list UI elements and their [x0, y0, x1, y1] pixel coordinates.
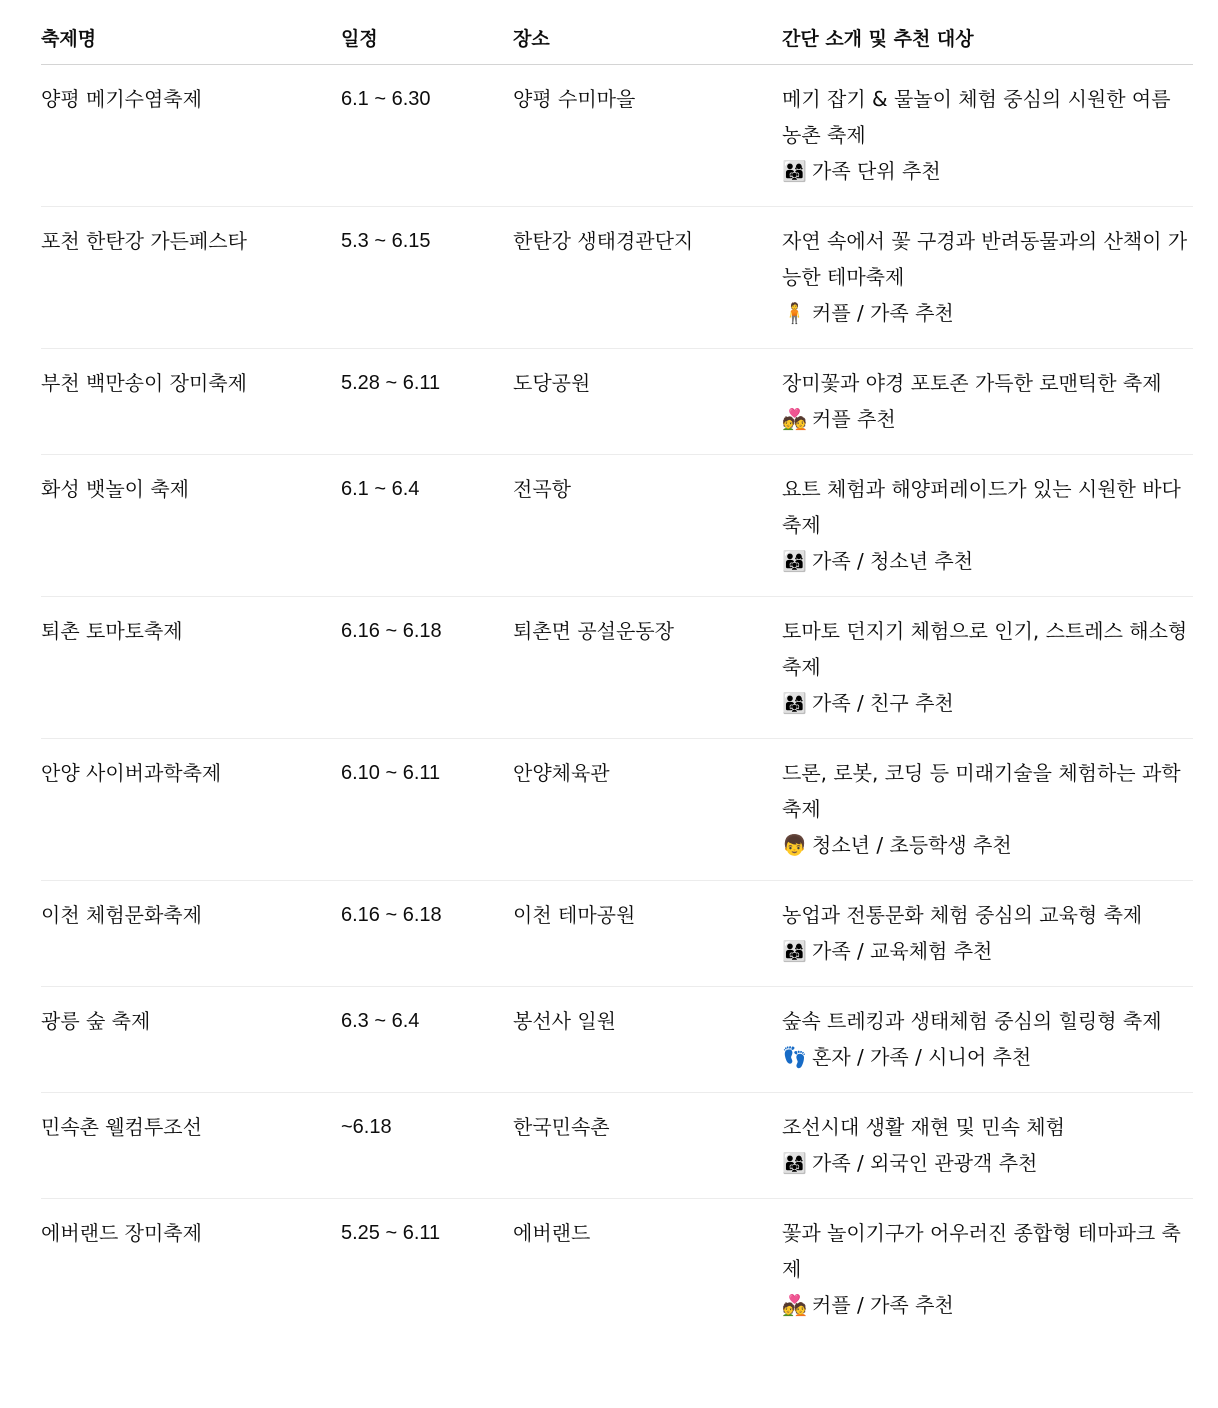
- festival-table: [41, 0, 1193, 1340]
- recommendation-text: 가족 / 교육체험 추천: [812, 938, 993, 963]
- festival-place: 한국민속촌: [513, 1092, 782, 1198]
- festival-description-cell: [782, 596, 1193, 738]
- festival-date: 6.1 ~ 6.30: [341, 64, 513, 206]
- recommendation: [782, 827, 1193, 863]
- festival-name: 부천 백만송이 장미축제: [41, 348, 341, 454]
- footprints-icon: 👣: [782, 1044, 807, 1069]
- festival-place: 도당공원: [513, 348, 782, 454]
- couple-heart-icon: 💑: [782, 406, 807, 431]
- table-row: [41, 596, 1193, 738]
- festival-place: 퇴촌면 공설운동장: [513, 596, 782, 738]
- festival-name: 안양 사이버과학축제: [41, 738, 341, 880]
- table-row: [41, 880, 1193, 986]
- festival-date: 6.10 ~ 6.11: [341, 738, 513, 880]
- recommendation-text: 가족 / 외국인 관광객 추천: [812, 1150, 1038, 1175]
- festival-name: 민속촌 웰컴투조선: [41, 1092, 341, 1198]
- festival-description: 장미꽃과 야경 포토존 가득한 로맨틱한 축제: [782, 370, 1162, 395]
- table-row: [41, 1198, 1193, 1340]
- recommendation: [782, 1287, 1193, 1323]
- festival-description-cell: [782, 64, 1193, 206]
- boy-icon: 👦: [782, 832, 807, 857]
- recommendation-text: 가족 / 청소년 추천: [812, 548, 974, 573]
- table-row: [41, 348, 1193, 454]
- festival-place: 에버랜드: [513, 1220, 591, 1245]
- recommendation: [782, 401, 1193, 437]
- table-row: [41, 454, 1193, 596]
- festival-description: 요트 체험과 해양퍼레이드가 있는 시원한 바다축제: [782, 476, 1181, 537]
- recommendation: [782, 295, 1193, 331]
- table-header: [41, 0, 1193, 64]
- recommendation-text: 커플 추천: [812, 406, 896, 431]
- recommendation-text: 커플 / 가족 추천: [812, 1292, 954, 1317]
- festival-date: 6.16 ~ 6.18: [341, 880, 513, 986]
- festival-name: 에버랜드 장미축제: [41, 1220, 202, 1245]
- festival-name: 양평 메기수염축제: [41, 64, 341, 206]
- festival-description: 자연 속에서 꽃 구경과 반려동물과의 산책이 가능한 테마축제: [782, 228, 1188, 289]
- header-place: 장소: [513, 0, 782, 64]
- couple-heart-icon: 💑: [782, 1292, 807, 1317]
- festival-description-cell: [782, 348, 1193, 454]
- table-row: [41, 64, 1193, 206]
- festival-description: 메기 잡기 & 물놀이 체험 중심의 시원한 여름 농촌 축제: [782, 86, 1171, 147]
- header-schedule: 일정: [341, 0, 513, 64]
- festival-place: 안양체육관: [513, 738, 782, 880]
- recommendation: [782, 153, 1193, 189]
- recommendation: [782, 1039, 1193, 1075]
- festival-description: 꽃과 놀이기구가 어우러진 종합형 테마파크 축제: [782, 1220, 1181, 1281]
- festival-description-cell: [782, 986, 1193, 1092]
- table-row: [41, 986, 1193, 1092]
- festival-description: 조선시대 생활 재현 및 민속 체험: [782, 1114, 1065, 1139]
- festival-place: 전곡항: [513, 454, 782, 596]
- festival-name: 이천 체험문화축제: [41, 880, 341, 986]
- festival-date: 5.25 ~ 6.11: [341, 1221, 441, 1244]
- festival-name: 포천 한탄강 가든페스타: [41, 206, 341, 348]
- recommendation-text: 가족 / 친구 추천: [812, 690, 954, 715]
- recommendation: [782, 685, 1193, 721]
- header-row: [41, 0, 1193, 64]
- festival-description: 드론, 로봇, 코딩 등 미래기술을 체험하는 과학축제: [782, 760, 1181, 821]
- festival-table-container: [41, 0, 1193, 1340]
- festival-date: 6.3 ~ 6.4: [341, 986, 513, 1092]
- table-row: [41, 738, 1193, 880]
- festival-date: 6.1 ~ 6.4: [341, 454, 513, 596]
- recommendation-text: 가족 단위 추천: [812, 158, 941, 183]
- header-festival-name: 축제명: [41, 0, 341, 64]
- recommendation-text: 혼자 / 가족 / 시니어 추천: [812, 1044, 1032, 1069]
- festival-description-cell: [782, 880, 1193, 986]
- festival-date: 6.16 ~ 6.18: [341, 596, 513, 738]
- festival-name: 화성 뱃놀이 축제: [41, 454, 341, 596]
- festival-description-cell: [782, 206, 1193, 348]
- festival-place: 봉선사 일원: [513, 986, 782, 1092]
- table-row: [41, 206, 1193, 348]
- festival-description: 토마토 던지기 체험으로 인기, 스트레스 해소형 축제: [782, 618, 1188, 679]
- family-icon: 👨‍👩‍👧: [782, 1150, 807, 1175]
- festival-place: 이천 테마공원: [513, 880, 782, 986]
- festival-place: 한탄강 생태경관단지: [513, 206, 782, 348]
- festival-description-cell: [782, 1092, 1193, 1198]
- recommendation: [782, 933, 1193, 969]
- festival-name: 퇴촌 토마토축제: [41, 596, 341, 738]
- recommendation: [782, 1145, 1193, 1181]
- recommendation: [782, 543, 1193, 579]
- family-icon: 👨‍👩‍👧: [782, 548, 807, 573]
- recommendation-text: 커플 / 가족 추천: [812, 300, 954, 325]
- festival-description-cell: [782, 454, 1193, 596]
- recommendation-text: 청소년 / 초등학생 추천: [812, 832, 1012, 857]
- festival-description: 농업과 전통문화 체험 중심의 교육형 축제: [782, 902, 1143, 927]
- festival-date: ~6.18: [341, 1092, 513, 1198]
- person-icon: 🧍: [782, 300, 807, 325]
- festival-description: 숲속 트레킹과 생태체험 중심의 힐링형 축제: [782, 1008, 1162, 1033]
- family-icon: 👨‍👩‍👧: [782, 158, 807, 183]
- family-icon: 👨‍👩‍👧: [782, 938, 807, 963]
- header-description: 간단 소개 및 추천 대상: [782, 0, 1193, 64]
- festival-date: 5.3 ~ 6.15: [341, 206, 513, 348]
- festival-place: 양평 수미마을: [513, 64, 782, 206]
- festival-date: 5.28 ~ 6.11: [341, 348, 513, 454]
- festival-description-cell: [782, 1198, 1193, 1340]
- family-icon: 👨‍👩‍👧: [782, 690, 807, 715]
- festival-name: 광릉 숲 축제: [41, 986, 341, 1092]
- table-body: [41, 64, 1193, 1340]
- festival-description-cell: [782, 738, 1193, 880]
- table-row: [41, 1092, 1193, 1198]
